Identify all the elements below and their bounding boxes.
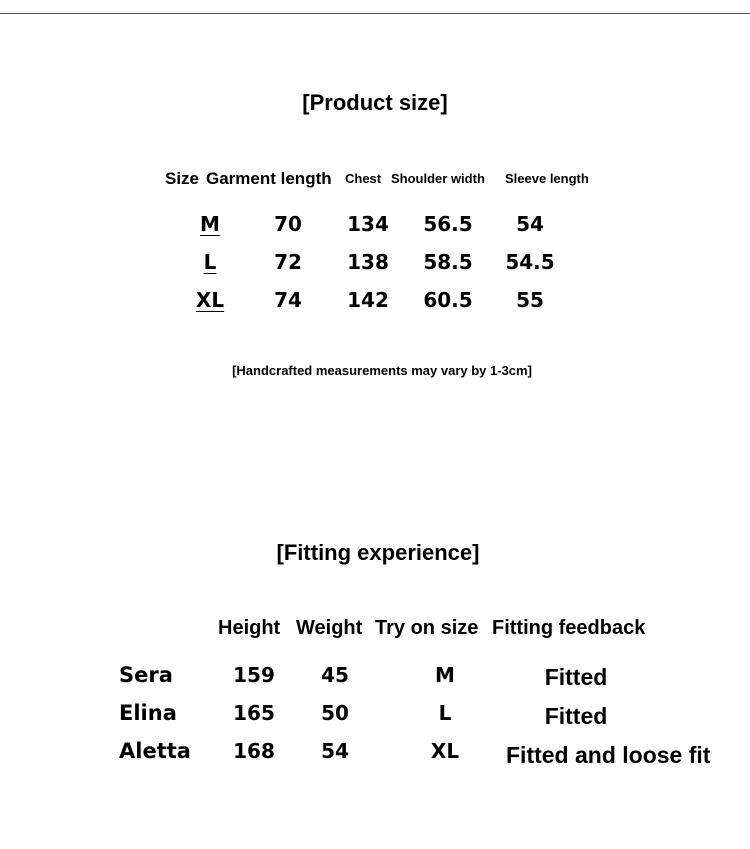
- header-height: Height: [218, 617, 281, 639]
- fitting-feedback-cell: Fitted and loose fit: [506, 742, 711, 768]
- try-on-size-cell: M: [435, 663, 455, 687]
- measurement-note: [Handcrafted measurements may vary by 1-3cm]: [232, 363, 532, 378]
- header-sleeve-length: Sleeve length: [505, 171, 589, 186]
- try-on-size-cell: L: [438, 701, 452, 725]
- chest-cell: 134: [347, 212, 389, 236]
- header-shoulder-width: Shoulder width: [391, 171, 485, 186]
- top-divider: [0, 13, 750, 14]
- fitting-feedback-cell: Fitted: [544, 703, 608, 729]
- header-weight: Weight: [296, 617, 363, 639]
- size-cell: XL: [195, 288, 225, 312]
- tester-name: Elina: [119, 701, 177, 725]
- product-size-title: [Product size]: [302, 90, 448, 115]
- header-chest: Chest: [345, 171, 382, 186]
- weight-cell: 50: [321, 701, 349, 725]
- fitting-experience-title: [Fitting experience]: [276, 540, 480, 565]
- header-fitting-feedback: Fitting feedback: [492, 617, 646, 639]
- header-garment-length: Garment length: [206, 169, 332, 188]
- garment-length-cell: 74: [274, 288, 302, 312]
- height-cell: 165: [233, 701, 275, 725]
- garment-length-cell: 72: [274, 250, 302, 274]
- chest-cell: 138: [347, 250, 389, 274]
- header-try-on-size: Try on size: [375, 617, 479, 639]
- fitting-feedback-cell: Fitted: [544, 664, 608, 690]
- shoulder-width-cell: 58.5: [423, 250, 473, 274]
- weight-cell: 54: [321, 739, 349, 763]
- header-size: Size: [165, 169, 200, 188]
- height-cell: 168: [233, 739, 275, 763]
- shoulder-width-cell: 56.5: [423, 212, 473, 236]
- chest-cell: 142: [347, 288, 389, 312]
- tester-name: Aletta: [119, 739, 191, 763]
- sleeve-length-cell: 54: [516, 212, 544, 236]
- sleeve-length-cell: 54.5: [505, 250, 555, 274]
- garment-length-cell: 70: [274, 212, 302, 236]
- tester-name: Sera: [119, 663, 173, 687]
- sleeve-length-cell: 55: [516, 288, 544, 312]
- shoulder-width-cell: 60.5: [423, 288, 473, 312]
- height-cell: 159: [233, 663, 275, 687]
- size-cell: M: [200, 212, 220, 236]
- size-cell: L: [203, 250, 217, 274]
- weight-cell: 45: [321, 663, 349, 687]
- try-on-size-cell: XL: [430, 739, 460, 763]
